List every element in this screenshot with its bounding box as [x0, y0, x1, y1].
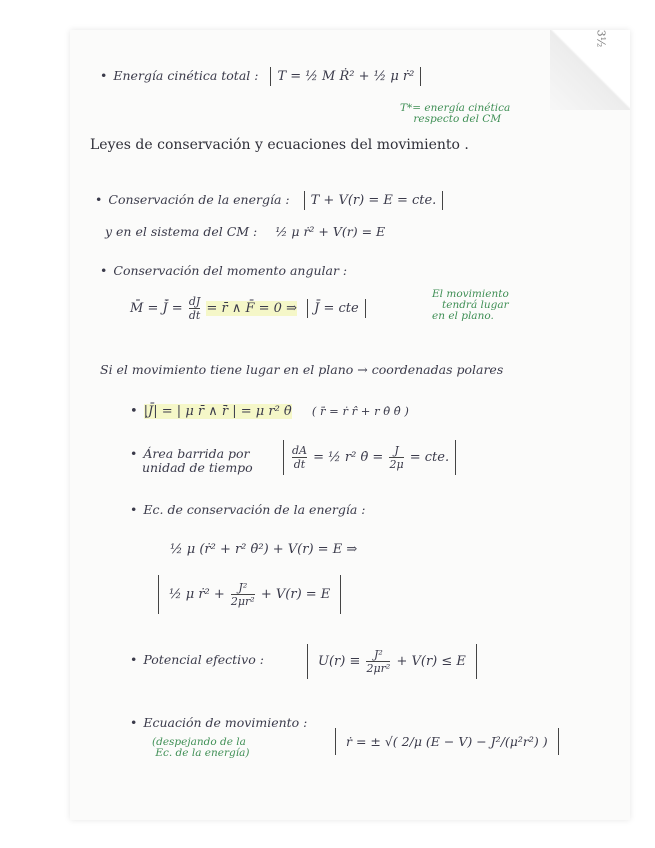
kinetic-energy-note: T*= energía cinética respecto del CM [400, 102, 511, 125]
j-magnitude-equation: |J̄| = | μ r̄ ∧ ṙ̄ | = μ r² θ̇ [143, 404, 292, 419]
area-den-1: dt [293, 458, 306, 471]
angular-eq-mid: = r̄ ∧ F̄ = 0 ⇒ [206, 301, 297, 316]
angular-eq-num: dJ [188, 295, 201, 308]
angular-eq-fraction [189, 295, 200, 322]
potential-end: + V(r) ≤ E [396, 654, 466, 669]
kinetic-energy-label: Energía cinética total : [113, 68, 259, 83]
j-magnitude-line: • |J̄| = | μ r̄ ∧ ṙ̄ | = μ r² θ̇ ( ṙ̄ = ṙ r̂ + r θ̇ θ̂ ) [130, 404, 409, 419]
area-mid: = ½ r² θ̇ = [313, 450, 384, 465]
energy-conservation-line: • Conservación de la energía : T + V(r) = E = cte. [95, 192, 443, 208]
motion-equation-label: Ecuación de movimiento : [143, 715, 308, 730]
energy-equation-label: Ec. de conservación de la energía : [143, 502, 366, 517]
area-num-2: J [389, 444, 403, 458]
section-title: Leyes de conservación y ecuaciones del movimiento . [90, 137, 469, 153]
area-swept-label: • Área barrida por unidad de tiempo [130, 446, 253, 475]
energy-equation-1: ½ μ (ṙ² + r² θ̇²) + V(r) = E ⇒ [170, 542, 358, 557]
angular-eq-result: J̄ = cte [307, 299, 366, 318]
area-frac-1 [292, 444, 307, 471]
angular-eq-den: dt [188, 309, 201, 322]
area-frac-2 [389, 444, 403, 471]
motion-equation-note: (despejando de la Ec. de la energía) [152, 736, 250, 759]
potential-num: J² [366, 648, 390, 662]
motion-equation: ṙ = ± √( 2/μ (E − V) − J²/(μ²r²) ) [335, 728, 559, 755]
energy-eq2-frac [231, 581, 255, 608]
energy-equation-2 [158, 575, 341, 614]
page-fold [550, 30, 630, 110]
angular-momentum-line: • Conservación del momento angular : [100, 263, 348, 278]
energy-eq2-den: 2μr² [230, 595, 255, 608]
energy-eq2-num: J² [231, 581, 255, 595]
kinetic-energy-line: • Energía cinética total : T = ½ M Ṙ² + ½ μ ṙ² [100, 68, 421, 84]
energy-cm-line [105, 224, 385, 239]
angular-momentum-label: Conservación del momento angular : [113, 263, 348, 278]
angular-eq-lhs: M̄ = J̄̇ = [130, 301, 183, 316]
energy-conservation-label: Conservación de la energía : [108, 192, 290, 207]
motion-equation-line: • Ecuación de movimiento : [130, 715, 308, 730]
area-label-1: Área barrida por [143, 446, 250, 461]
area-equation [283, 440, 456, 475]
effective-potential-label: Potencial efectivo : [143, 652, 264, 667]
potential-lhs: U(r) ≡ [318, 654, 361, 669]
energy-cm-label: y en el sistema del CM : [105, 224, 258, 239]
potential-den: 2μr² [366, 662, 391, 675]
angular-momentum-equation [130, 295, 366, 322]
area-label-2: unidad de tiempo [142, 460, 253, 475]
area-num-1: dA [292, 444, 307, 457]
corner-mark: 3½ [594, 29, 608, 48]
area-den-2: 2μ [389, 458, 404, 471]
energy-conservation-equation: T + V(r) = E = cte. [304, 191, 444, 210]
energy-cm-equation: ½ μ ṙ² + V(r) = E [275, 224, 386, 239]
potential-frac [366, 648, 390, 675]
kinetic-energy-equation: T = ½ M Ṙ² + ½ μ ṙ² [270, 67, 421, 86]
area-end: = cte. [409, 450, 450, 465]
velocity-polar-aside: ( ṙ̄ = ṙ r̂ + r θ̇ θ̂ ) [311, 404, 409, 418]
effective-potential-line: • Potencial efectivo : [130, 652, 264, 667]
plane-sentence: Si el movimiento tiene lugar en el plano → coordenadas polares [100, 362, 504, 377]
energy-eq2-end: + V(r) = E [260, 587, 331, 602]
angular-momentum-note: El movimiento tendrá lugar en el plano. [432, 288, 509, 322]
energy-eq2-first: ½ μ ṙ² + [169, 587, 225, 602]
energy-equation-line: • Ec. de conservación de la energía : [130, 502, 366, 517]
effective-potential-equation [307, 644, 477, 679]
